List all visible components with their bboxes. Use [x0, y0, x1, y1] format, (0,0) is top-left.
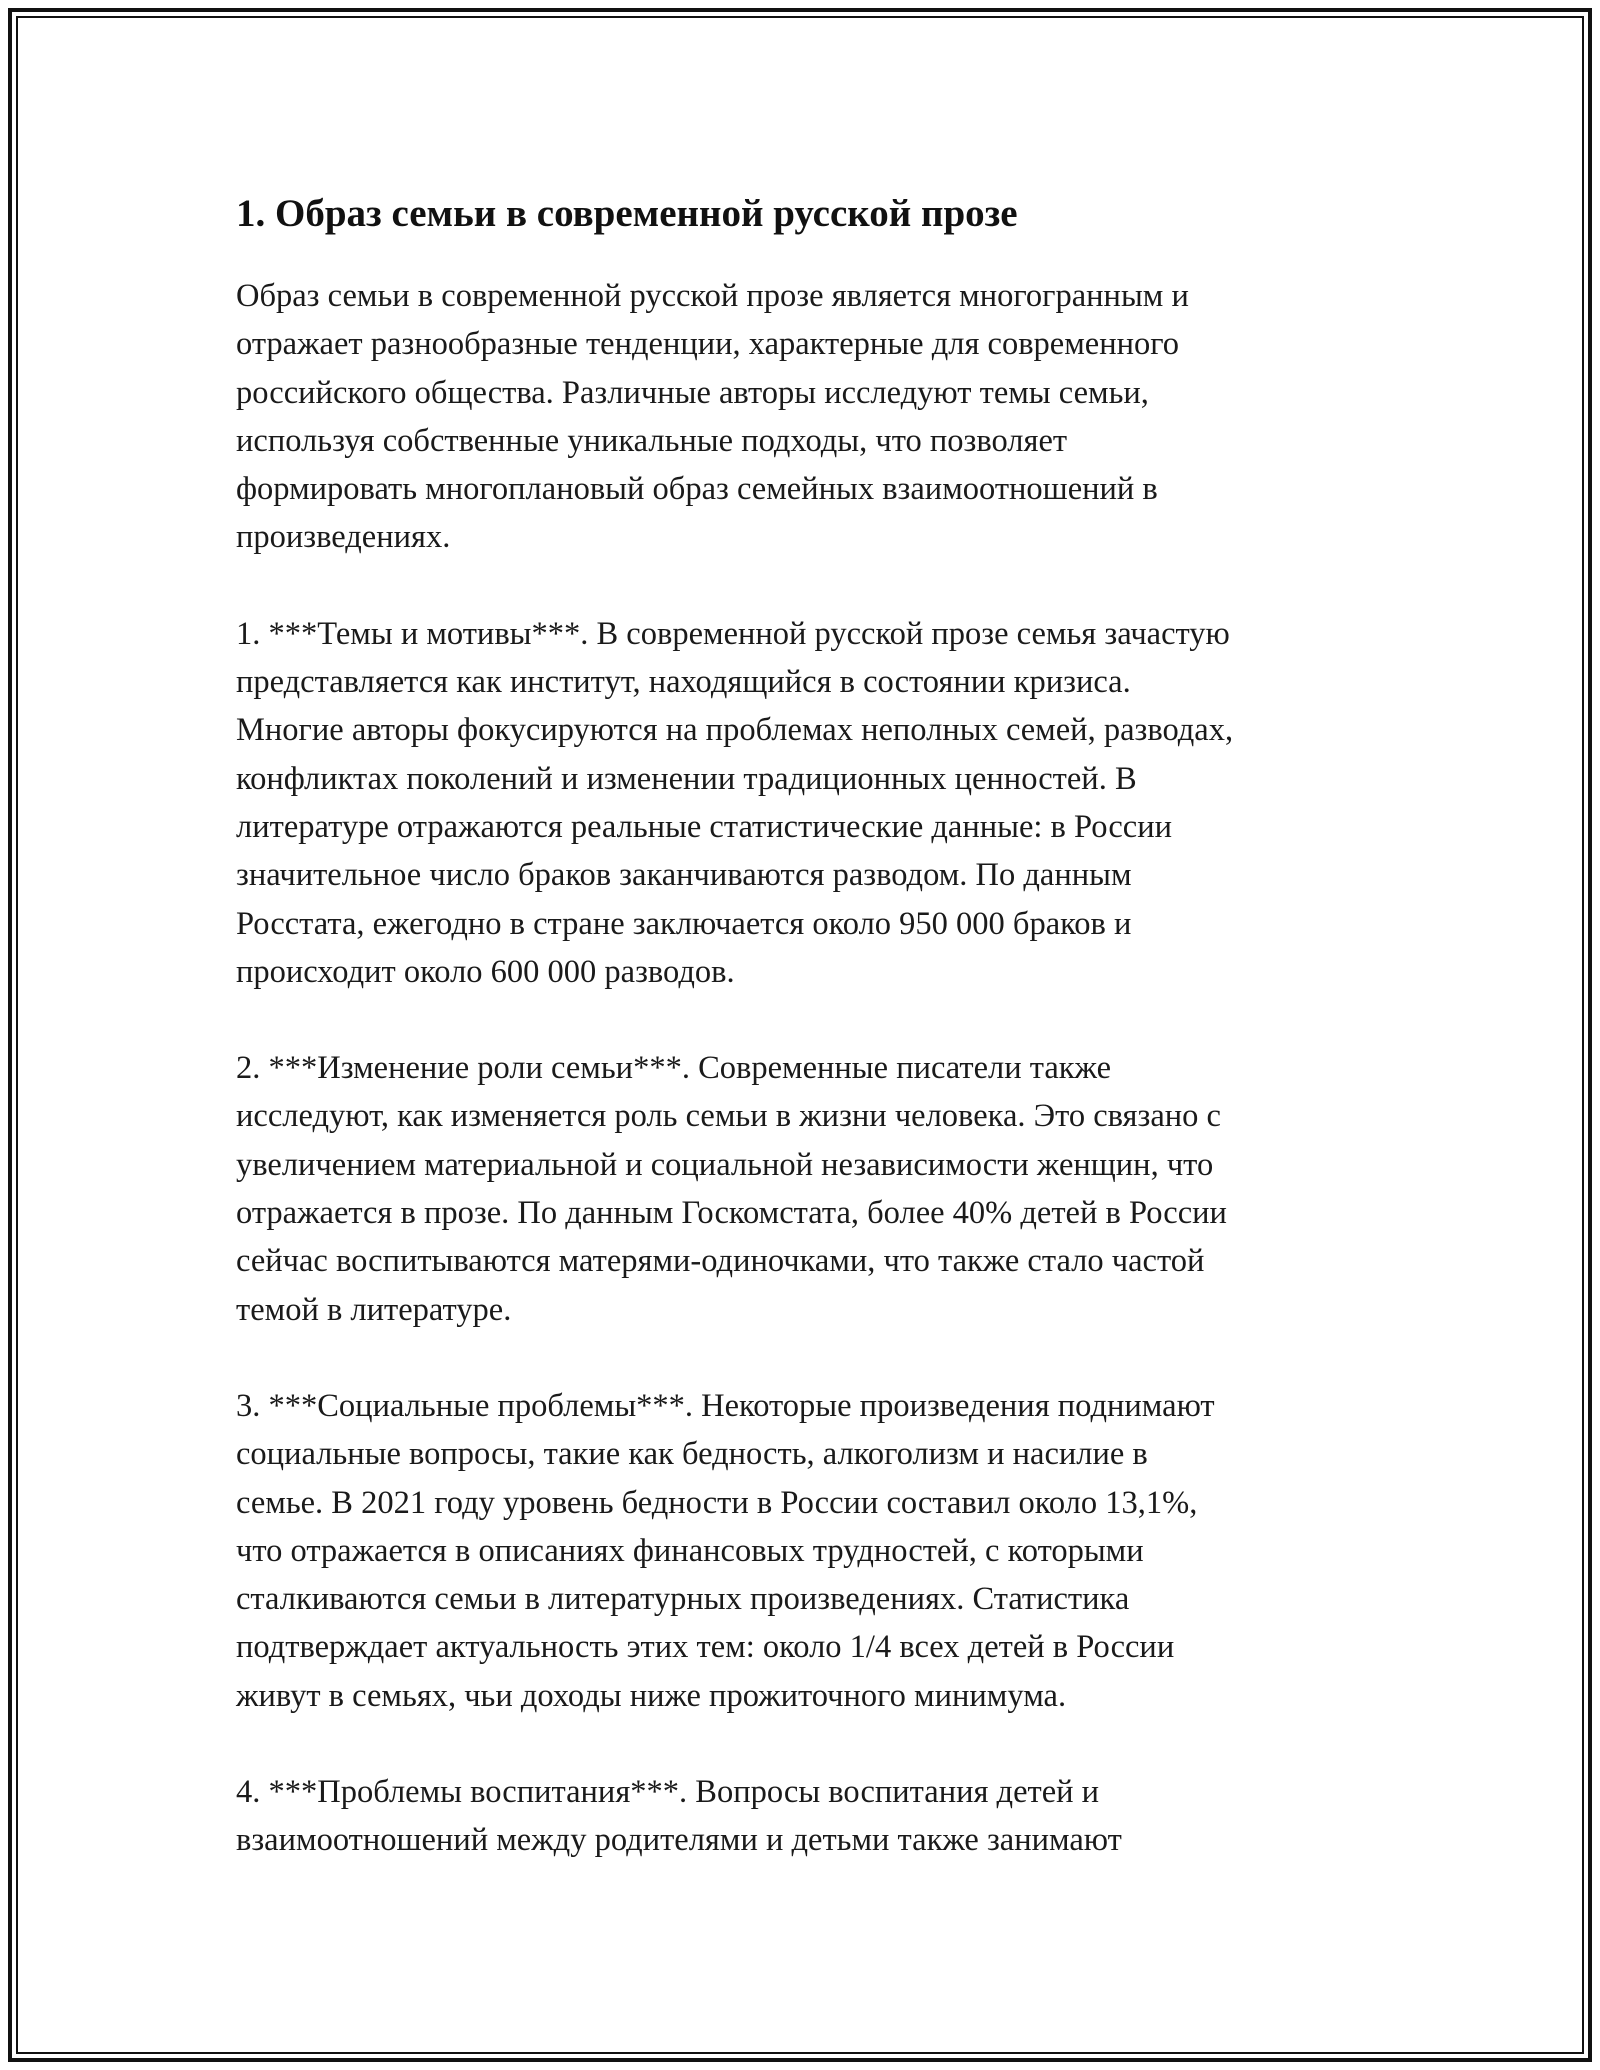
text-line: значительное число браков заканчиваются разводом. По данным — [236, 857, 1132, 894]
paragraph-social-problems — [236, 1382, 1396, 1720]
text-line: темой в литературе. — [236, 1291, 512, 1328]
text-line: 3. ***Социальные проблемы***. Некоторые произведения поднимают — [236, 1387, 1215, 1424]
text-line: Образ семьи в современной русской прозе является многогранным и — [236, 278, 1189, 314]
text-line: взаимоотношений между родителями и детьми также занимают — [236, 1822, 1122, 1859]
paragraph-upbringing — [236, 1768, 1396, 1865]
document-body — [236, 184, 1396, 1913]
text-line: Росстата, ежегодно в стране заключается около 950 000 браков и — [236, 905, 1132, 942]
text-line: исследуют, как изменяется роль семьи в жизни человека. Это связано с — [236, 1098, 1221, 1135]
paragraph-intro — [236, 272, 1396, 562]
text-line: формировать многоплановый образ семейных взаимоотношений в — [236, 471, 1158, 508]
text-line: живут в семьях, чьи доходы ниже прожиточного минимума. — [236, 1677, 1067, 1714]
text-line: отражается в прозе. По данным Госкомстата, более 40% детей в России — [236, 1195, 1227, 1232]
text-line: происходит около 600 000 разводов. — [236, 953, 735, 990]
paragraph-themes-motives — [236, 610, 1396, 996]
text-line: социальные вопросы, такие как бедность, алкоголизм и насилие в — [236, 1436, 1148, 1473]
text-line: семье. В 2021 году уровень бедности в России составил около 13,1%, — [236, 1484, 1198, 1521]
text-line: увеличением материальной и социальной независимости женщин, что — [236, 1146, 1214, 1183]
text-line: 2. ***Изменение роли семьи***. Современные писатели также — [236, 1050, 1112, 1087]
text-line: Многие авторы фокусируются на проблемах неполных семей, разводах, — [236, 712, 1234, 749]
text-line: 4. ***Проблемы воспитания***. Вопросы воспитания детей и — [236, 1774, 1100, 1811]
text-line: что отражается в описаниях финансовых трудностей, с которыми — [236, 1532, 1144, 1569]
text-line: 1. ***Темы и мотивы***. В современной русской прозе семья зачастую — [236, 615, 1230, 652]
section-heading: 1. Образ семьи в современной русской прозе — [236, 192, 1018, 235]
text-line: используя собственные уникальные подходы, что позволяет — [236, 422, 1068, 459]
text-line: произведениях. — [236, 519, 451, 556]
text-line: конфликтах поколений и изменении традиционных ценностей. В — [236, 760, 1137, 797]
text-line: сталкиваются семьи в литературных произведениях. Статистика — [236, 1581, 1130, 1618]
text-line: сейчас воспитываются матерями-одиночками, что также стало частой — [236, 1243, 1205, 1280]
text-line: подтверждает актуальность этих тем: около 1/4 всех детей в России — [236, 1629, 1175, 1666]
text-line: отражает разнообразные тенденции, характерные для современного — [236, 326, 1180, 363]
paragraph-family-role — [236, 1044, 1396, 1334]
text-line: литературе отражаются реальные статистические данные: в России — [236, 808, 1172, 845]
text-line: российского общества. Различные авторы исследуют темы семьи, — [236, 374, 1149, 411]
text-line: представляется как институт, находящийся в состоянии кризиса. — [236, 664, 1131, 701]
